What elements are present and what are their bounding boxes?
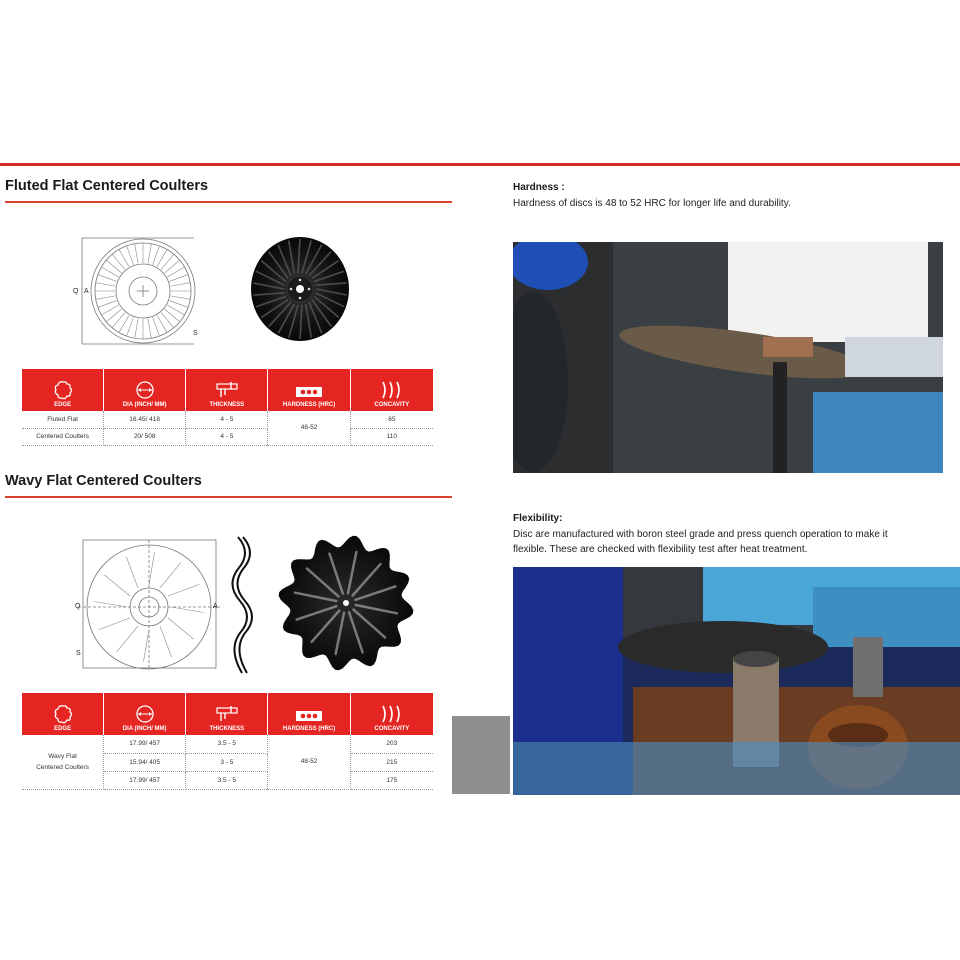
flexibility-title: Flexibility: [513,513,563,524]
section-underline [5,496,452,498]
drawing-label-s: S [76,650,81,657]
col-edge: EDGE [22,693,104,735]
cell-concavity: 110 [350,428,433,445]
drawing-stroke [127,246,134,265]
col-edge: EDGE [22,369,104,411]
drawing-stroke [171,607,204,612]
fluted-disc-photo [249,236,351,342]
cell-dia: 17.99/ 457 [104,771,186,789]
col-thickness: THICKNESS [186,369,268,411]
cell-concavity: 203 [350,735,433,753]
wavy-disc-drawing [73,537,223,672]
col-dia: DIA (INCH/ MM) [104,369,186,411]
edge-line-2: Centered Coulters [36,763,89,771]
cell-dia: 17.99/ 457 [104,735,186,753]
hardness-title: Hardness : [513,182,565,193]
edge-icon [53,704,73,724]
fluted-spec-table [22,369,433,446]
caliper-icon [216,704,238,724]
section-underline [5,201,452,203]
edge-icon [53,380,73,400]
table-row [22,411,433,428]
col-thickness: THICKNESS [186,693,268,735]
drawing-stroke [160,562,181,588]
drawing-stroke [96,283,116,286]
drawing-label-a: A [84,288,89,295]
diameter-icon [135,380,155,400]
drawing-stroke [168,618,194,639]
wavy-spec-table [22,693,433,790]
flexibility-text-line-1: Disc are manufactured with boron steel grade and press quench operation to make it [513,529,888,540]
drawing-stroke [171,283,191,286]
col-concavity: CONCAVITY [350,369,433,411]
drawing-stroke [127,317,134,336]
cell-edge: Centered Coulters [22,428,104,445]
col-dia: DIA (INCH/ MM) [104,693,186,735]
hardness-test-photo [513,242,943,473]
gray-accent-block [452,716,510,794]
drawing-label-q: Q [73,288,79,295]
drawing-stroke [153,246,160,265]
cell-edge [22,735,104,789]
table-row [22,428,433,445]
drawing-stroke [171,296,191,299]
wavy-disc-photo [276,533,416,673]
drawing-stroke [126,557,138,588]
fluted-disc-drawing [74,232,209,347]
drawing-stroke [148,244,151,264]
drawing-stroke [94,602,127,607]
flexibility-test-photo [513,567,960,795]
drawing-label-q: Q [75,603,81,610]
section-title-wavy: Wavy Flat Centered Coulters [5,473,202,489]
concavity-icon [379,704,405,724]
col-concavity: CONCAVITY [350,693,433,735]
drawing-stroke [153,317,160,336]
cell-edge: Fluted Flat [22,411,104,428]
cell-thickness: 3.5 - 5 [186,771,268,789]
wavy-profile-drawing [230,535,256,675]
drawing-stroke [104,575,130,596]
cell-thickness: 4 - 5 [186,411,268,428]
cell-concavity: 215 [350,753,433,771]
cell-concavity: 65 [350,411,433,428]
caliper-icon [216,380,238,400]
cell-dia: 15.94/ 405 [104,753,186,771]
cell-dia: 20/ 508 [104,428,186,445]
drawing-stroke [135,319,138,339]
cell-thickness: 3.5 - 5 [186,735,268,753]
flexibility-text-line-2: flexible. These are checked with flexibility test after heat treatment. [513,544,808,555]
cell-thickness: 4 - 5 [186,428,268,445]
col-hardness: HARDNESS (HRC) [268,369,350,411]
hardness-text: Hardness of discs is 48 to 52 HRC for longer life and durability. [513,198,791,209]
drawing-stroke [149,552,154,585]
drawing-stroke [96,296,116,299]
section-title-fluted: Fluted Flat Centered Coulters [5,178,209,194]
drawing-label-a: A [213,603,218,610]
table-row [22,735,433,753]
cell-hardness: 48-52 [268,411,350,445]
cell-hardness: 48-52 [268,735,350,789]
top-rule [0,163,960,166]
cell-thickness: 3 - 5 [186,753,268,771]
drawing-stroke [98,275,117,282]
drawing-stroke [168,584,199,596]
drawing-label-s: S [193,330,198,337]
concavity-icon [379,380,405,400]
edge-line-1: Wavy Flat [48,752,77,760]
drawing-stroke [169,301,188,308]
drawing-stroke [169,275,188,282]
drawing-stroke [144,629,149,662]
drawing-stroke [148,319,151,339]
hardness-icon [294,384,324,400]
drawing-stroke [117,626,138,652]
cell-dia: 16.45/ 418 [104,411,186,428]
drawing-stroke [160,626,172,657]
drawing-stroke [135,244,138,264]
drawing-stroke [98,301,117,308]
col-hardness: HARDNESS (HRC) [268,693,350,735]
diameter-icon [135,704,155,724]
cell-concavity: 175 [350,771,433,789]
drawing-stroke [99,618,130,630]
hardness-icon [294,708,324,724]
